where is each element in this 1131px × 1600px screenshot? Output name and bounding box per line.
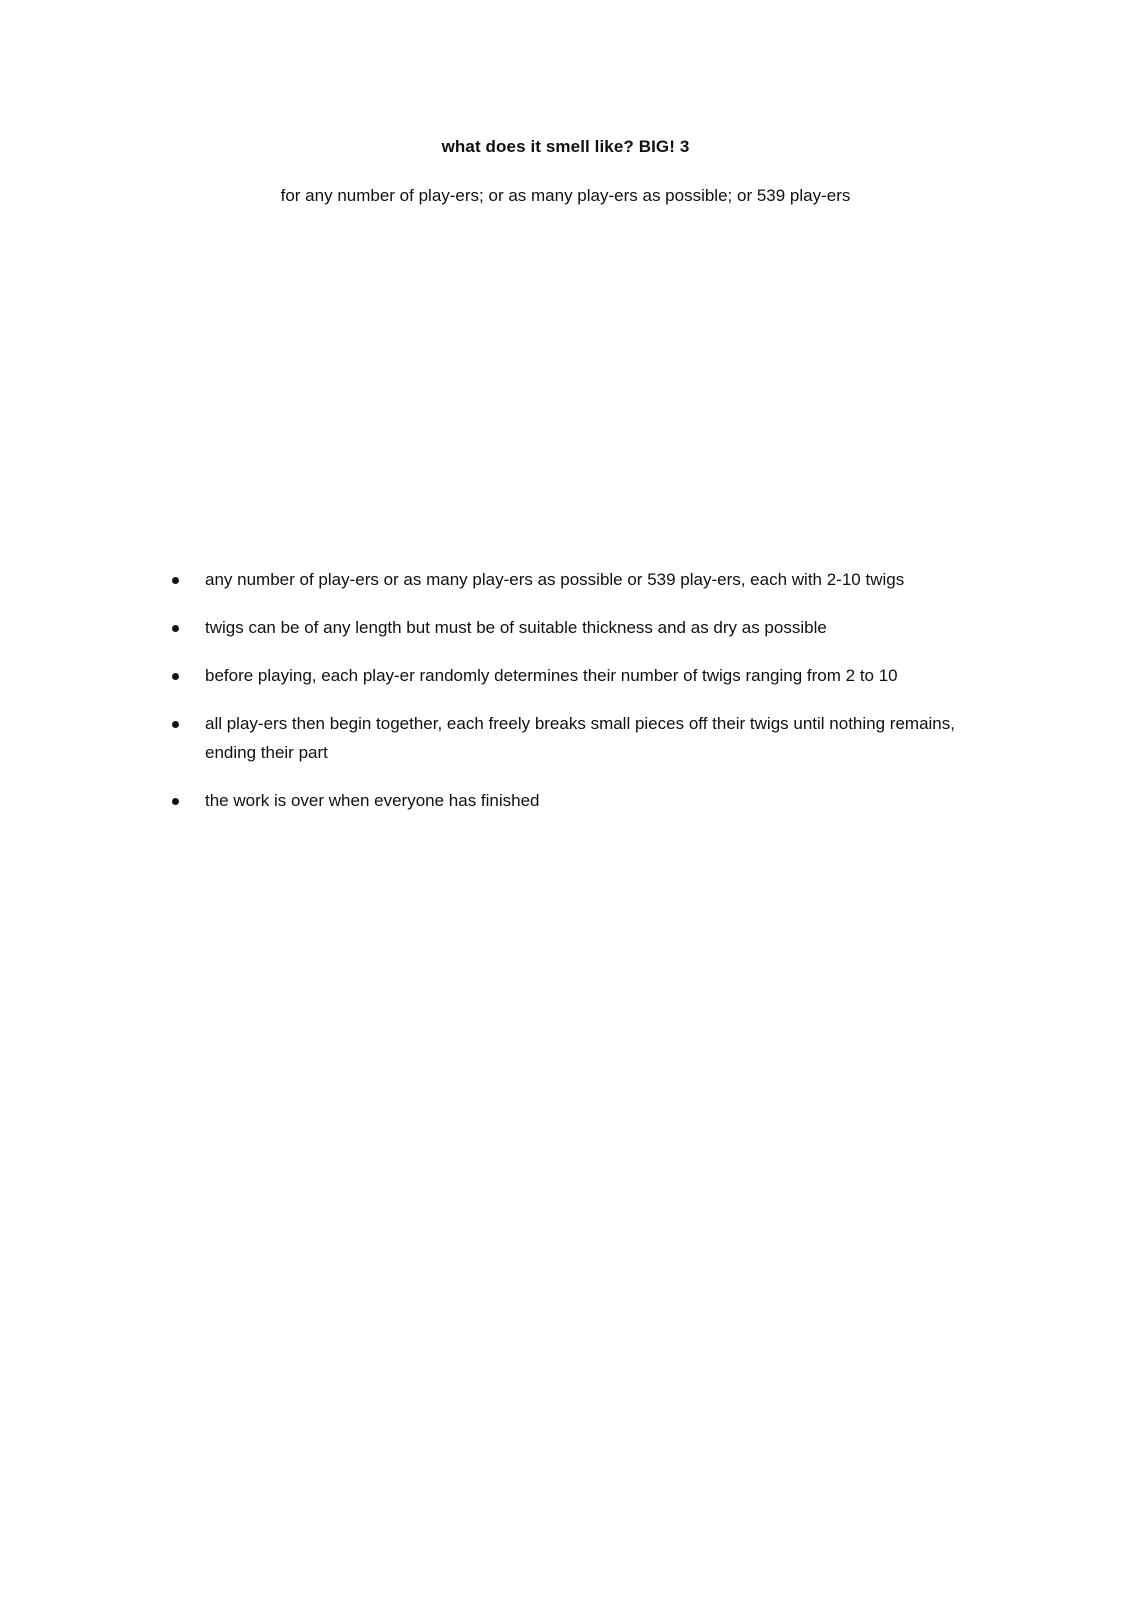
document-title: what does it smell like? BIG! 3 <box>441 137 690 156</box>
document-subtitle: for any number of play-ers; or as many play-ers as possible; or 539 play-ers <box>280 186 851 205</box>
rule-text: the work is over when everyone has finished <box>205 791 540 810</box>
list-item <box>0 786 1131 815</box>
rule-text: before playing, each play-er randomly determines their number of twigs ranging from 2 to 10 <box>205 666 898 685</box>
rules-list <box>0 565 1131 834</box>
bullet-icon <box>172 625 179 632</box>
bullet-icon <box>172 798 179 805</box>
rule-text: all play-ers then begin together, each freely breaks small pieces off their twigs until nothing remains, ending their part <box>205 714 955 762</box>
list-item <box>0 565 1131 594</box>
list-item <box>0 709 1131 767</box>
list-item <box>0 613 1131 642</box>
bullet-icon <box>172 577 179 584</box>
rule-text: twigs can be of any length but must be of suitable thickness and as dry as possible <box>205 618 827 637</box>
rule-text: any number of play-ers or as many play-ers as possible or 539 play-ers, each with 2-10 twigs <box>205 570 905 589</box>
bullet-icon <box>172 721 179 728</box>
list-item <box>0 661 1131 690</box>
bullet-icon <box>172 673 179 680</box>
